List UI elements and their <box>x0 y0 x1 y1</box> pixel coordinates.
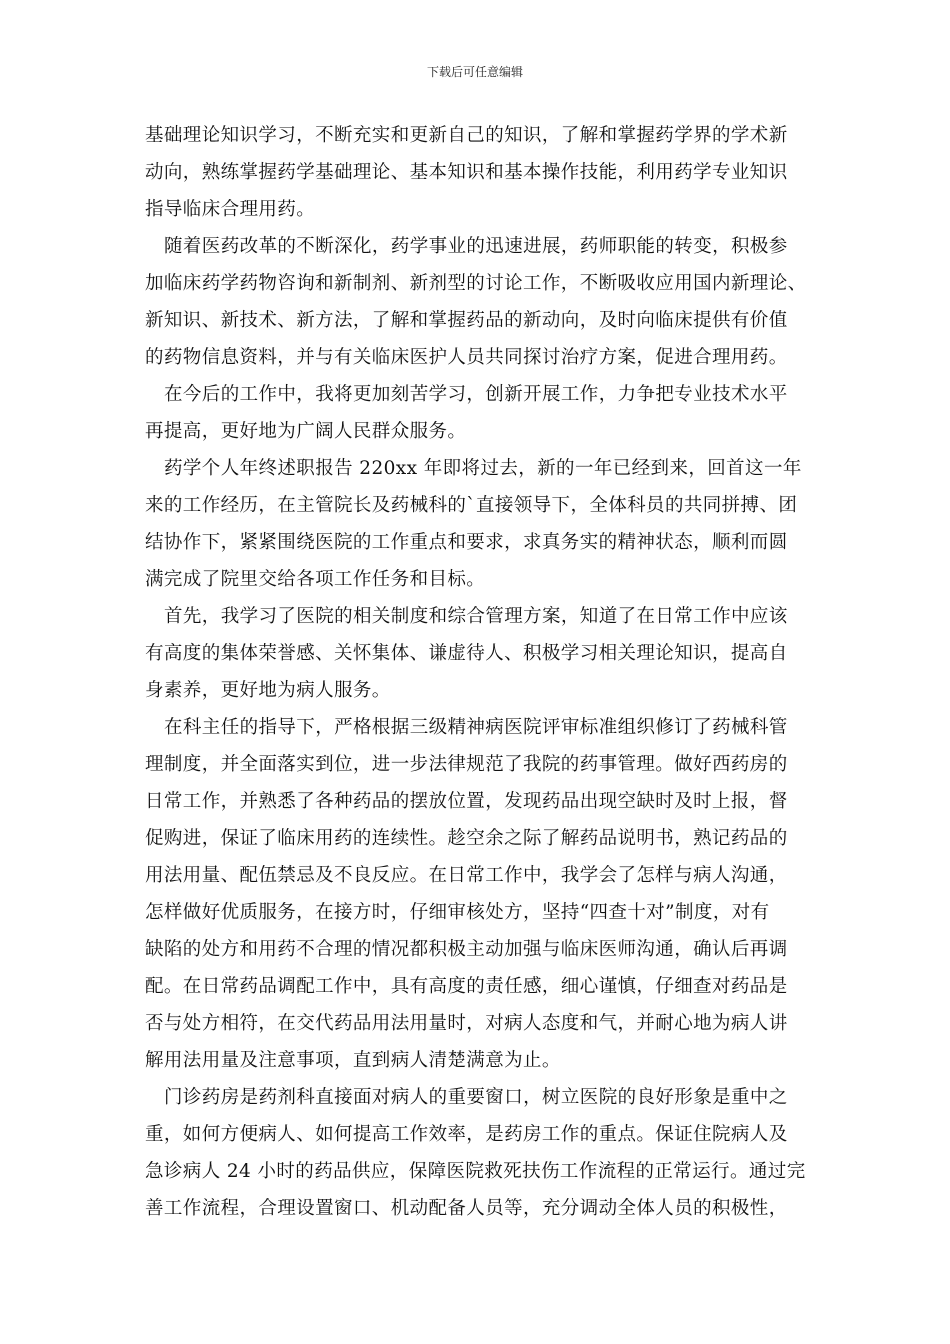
text-line: 的药物信息资料，并与有关临床医护人员共同探讨治疗方案，促进合理用药。 <box>145 347 788 368</box>
paragraph-2 <box>145 228 825 376</box>
document-body <box>145 117 825 1227</box>
text-line: 指导临床合理用药。 <box>145 199 316 220</box>
text-line: 身素养，更好地为病人服务。 <box>145 680 391 701</box>
text-line: 配。在日常药品调配工作中，具有高度的责任感，细心谨慎，仔细查对药品是 <box>145 976 788 997</box>
paragraph-3 <box>145 376 825 450</box>
text-line: 日常工作，并熟悉了各种药品的摆放位置，发现药品出现空缺时及时上报，督 <box>145 791 788 812</box>
text-line: 有高度的集体荣誉感、关怀集体、谦虚待人、积极学习相关理论知识，提高自 <box>145 643 788 664</box>
text-line: 在今后的工作中，我将更加刻苦学习，创新开展工作，力争把专业技术水平 <box>164 384 788 405</box>
page-header: 下载后可任意编辑 <box>426 65 523 79</box>
text-line: 急诊病人 24 小时的药品供应，保障医院救死扶伤工作流程的正常运行。通过完 <box>145 1161 806 1182</box>
text-line: 理制度，并全面落实到位，进一步法律规范了我院的药事管理。做好西药房的 <box>145 754 788 775</box>
text-line: 来的工作经历，在主管院长及药械科的`直接领导下，全体科员的共同拼搏、团 <box>145 495 798 516</box>
text-line: 随着医药改革的不断深化，药学事业的迅速进展，药师职能的转变，积极参 <box>164 236 788 257</box>
text-line: 药学个人年终述职报告 220xx 年即将过去，新的一年已经到来，回首这一年 <box>164 458 802 479</box>
text-line: 用法用量、配伍禁忌及不良反应。在日常工作中，我学会了怎样与病人沟通， <box>145 865 788 886</box>
paragraph-7 <box>145 1079 825 1227</box>
paragraph-4 <box>145 450 825 598</box>
text-line: 结协作下，紧紧围绕医院的工作重点和要求，求真务实的精神状态，顺利而圆 <box>145 532 788 553</box>
text-line: 否与处方相符，在交代药品用法用量时，对病人态度和气，并耐心地为病人讲 <box>145 1013 788 1034</box>
paragraph-6 <box>145 709 825 1079</box>
text-line: 在科主任的指导下，严格根据三级精神病医院评审标准组织修订了药械科管 <box>164 717 788 738</box>
text-line: 门诊药房是药剂科直接面对病人的重要窗口，树立医院的良好形象是重中之 <box>164 1087 788 1108</box>
text-line: 善工作流程，合理设置窗口、机动配备人员等，充分调动全体人员的积极性， <box>145 1198 788 1219</box>
text-line: 首先，我学习了医院的相关制度和综合管理方案，知道了在日常工作中应该 <box>164 606 788 627</box>
text-line: 动向，熟练掌握药学基础理论、基本知识和基本操作技能，利用药学专业知识 <box>145 162 788 183</box>
text-line: 新知识、新技术、新方法，了解和掌握药品的新动向，及时向临床提供有价值 <box>145 310 788 331</box>
text-line: 解用法用量及注意事项，直到病人清楚满意为止。 <box>145 1050 561 1071</box>
text-line: 重，如何方便病人、如何提高工作效率，是药房工作的重点。保证住院病人及 <box>145 1124 788 1145</box>
text-line: 缺陷的处方和用药不合理的情况都积极主动加强与临床医师沟通，确认后再调 <box>145 939 788 960</box>
text-line: 促购进，保证了临床用药的连续性。趁空余之际了解药品说明书，熟记药品的 <box>145 828 788 849</box>
text-line: 加临床药学药物咨询和新制剂、新剂型的讨论工作，不断吸收应用国内新理论、 <box>145 273 807 294</box>
text-line: 基础理论知识学习，不断充实和更新自己的知识，了解和掌握药学界的学术新 <box>145 125 788 146</box>
paragraph-5 <box>145 598 825 709</box>
text-line: 再提高，更好地为广阔人民群众服务。 <box>145 421 467 442</box>
text-line: 满完成了院里交给各项工作任务和目标。 <box>145 569 486 590</box>
paragraph-1 <box>145 117 825 228</box>
text-line: 怎样做好优质服务，在接方时，仔细审核处方，坚持“四查十对”制度，对有 <box>145 902 770 923</box>
